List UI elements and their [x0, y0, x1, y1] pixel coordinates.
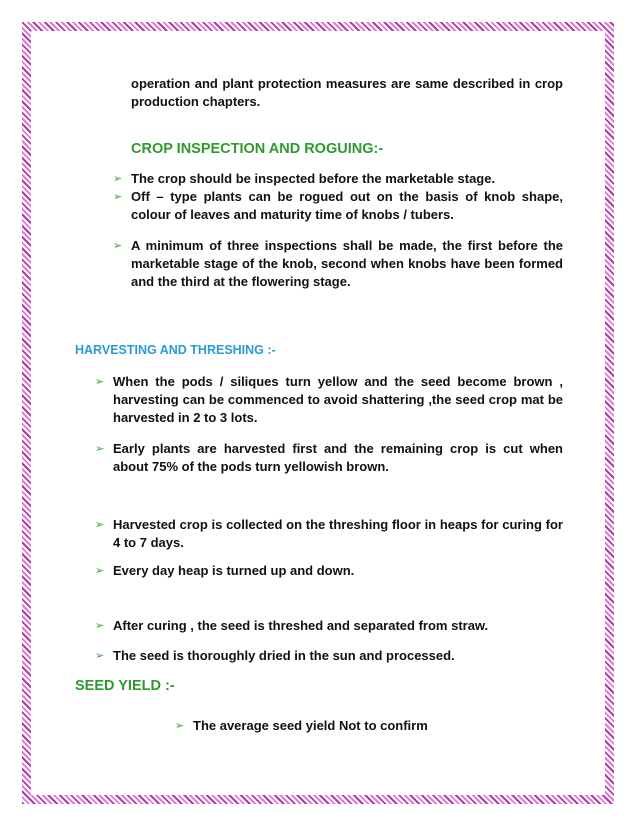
- seed-yield-item: The average seed yield Not to confirm: [193, 718, 428, 733]
- harvesting-item: Early plants are harvested first and the remaining crop is cut when about 75% of the pods turn yellowish brown.: [113, 441, 563, 474]
- bullet-arrow-icon: ➢: [95, 565, 105, 577]
- harvesting-item: The seed is thoroughly dried in the sun and processed.: [113, 648, 455, 663]
- bullet-arrow-icon: ➢: [113, 173, 123, 185]
- crop-inspection-item: The crop should be inspected before the marketable stage.: [131, 171, 496, 186]
- harvesting-item: Every day heap is turned up and down.: [113, 563, 355, 578]
- bullet-arrow-icon: ➢: [95, 620, 105, 632]
- harvesting-item: When the pods / siliques turn yellow and the seed become brown , harvesting can be commenced to avoid shattering ,the seed crop mat be harvested in 2 to 3 lots.: [113, 374, 563, 425]
- intro-paragraph: operation and plant protection measures are same described in crop production chapters.: [131, 76, 563, 109]
- crop-inspection-item: A minimum of three inspections shall be made, the first before the marketable stage of the knob, second when knobs have been formed and the third at the flowering stage.: [131, 238, 563, 289]
- seed-yield-heading: SEED YIELD :-: [75, 678, 175, 694]
- crop-inspection-heading: CROP INSPECTION AND ROGUING:-: [131, 141, 384, 157]
- bullet-arrow-icon: ➢: [95, 519, 105, 531]
- harvesting-heading: HARVESTING AND THRESHING :-: [75, 343, 276, 357]
- bullet-arrow-icon: ➢: [95, 650, 105, 662]
- bullet-arrow-icon: ➢: [95, 443, 105, 455]
- bullet-arrow-icon: ➢: [175, 720, 185, 732]
- crop-inspection-item: Off – type plants can be rogued out on the basis of knob shape, colour of leaves and maturity time of knobs / tubers.: [131, 189, 563, 222]
- harvesting-item: After curing , the seed is threshed and separated from straw.: [113, 618, 489, 633]
- bullet-arrow-icon: ➢: [113, 191, 123, 203]
- bullet-arrow-icon: ➢: [113, 240, 123, 252]
- harvesting-item: Harvested crop is collected on the threshing floor in heaps for curing for 4 to 7 days.: [113, 517, 563, 550]
- bullet-arrow-icon: ➢: [95, 376, 105, 388]
